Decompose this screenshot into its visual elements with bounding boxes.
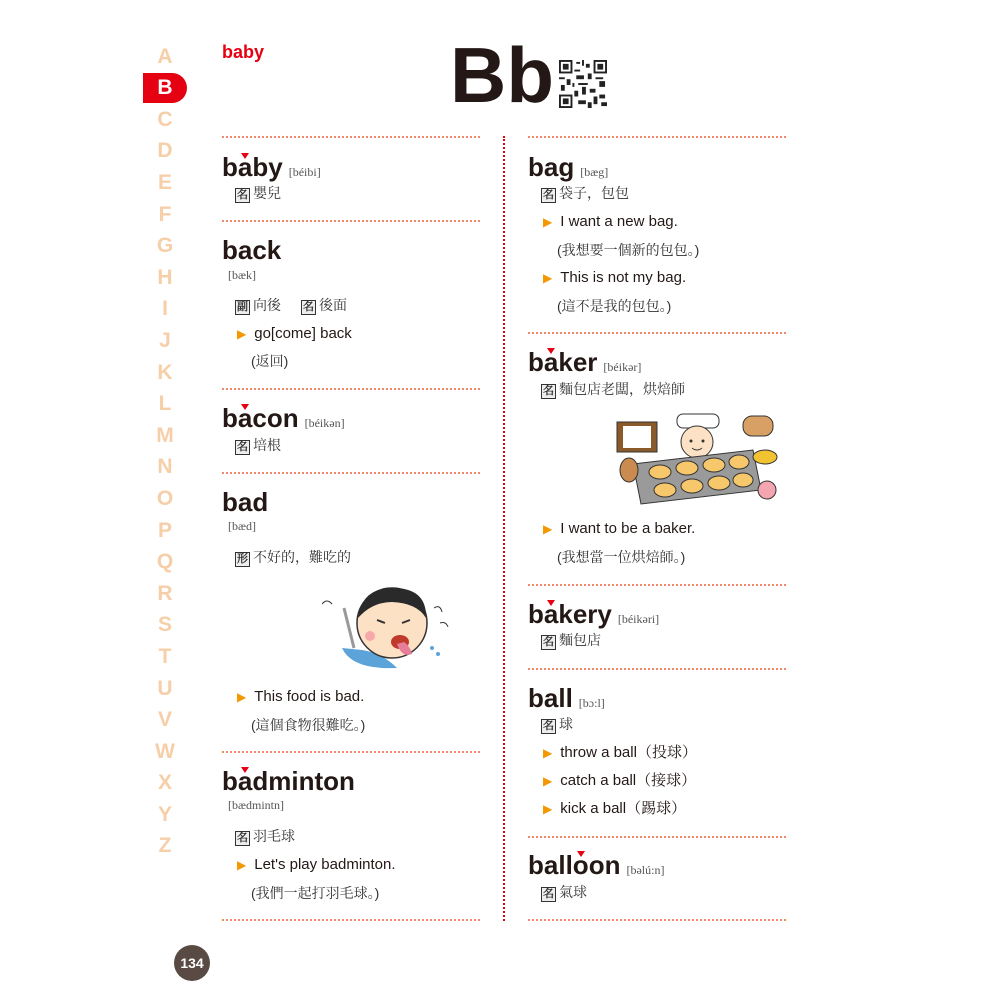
translation: (這不是我的包包。) [557, 298, 672, 314]
entry-separator [222, 919, 480, 921]
translation: (我想要一個新的包包。) [557, 242, 700, 258]
example-sentence: ▶ This is not my bag. [543, 269, 687, 286]
phonetic: [bæk] [228, 268, 256, 282]
headword-part: ker [558, 347, 598, 377]
headword: back [222, 235, 282, 265]
index-letter-o[interactable]: O [156, 487, 174, 510]
example-sentence: ▶ I want a new bag. [543, 213, 678, 230]
definition-text: 麵包店老闆，烘焙師 [559, 381, 685, 397]
entry-separator [528, 919, 786, 921]
phonetic: [bəlú:n] [626, 863, 665, 877]
headword-part: bag [528, 152, 575, 182]
index-letter-b-active[interactable]: B [143, 73, 187, 103]
triangle-bullet-icon: ▶ [237, 858, 247, 872]
definition [541, 715, 573, 734]
stressed-letter: a [237, 152, 253, 182]
entry-separator [222, 388, 480, 390]
headword [528, 850, 664, 885]
example-sentence: ▶ Let's play badminton. [237, 856, 396, 873]
index-letter-r[interactable]: R [157, 582, 173, 605]
headword-part: ball [528, 850, 573, 880]
phonetic: [bædmintn] [228, 798, 284, 812]
entry-separator [528, 836, 786, 838]
triangle-bullet-icon: ▶ [543, 774, 553, 788]
definition-text: 袋子，包包 [559, 185, 629, 201]
index-letter-m[interactable]: M [156, 424, 174, 447]
phonetic: [bæd] [228, 519, 256, 533]
part-of-speech-tag: 名 [543, 636, 554, 648]
headword-part: b [528, 599, 544, 629]
example-sentence: ▶ I want to be a baker. [543, 520, 696, 537]
part-of-speech-tag: 名 [237, 189, 248, 201]
qr-code-icon[interactable] [558, 60, 608, 108]
index-letter-k[interactable]: K [157, 361, 173, 384]
index-letter-i[interactable]: I [162, 297, 168, 320]
phonetic: [béikən] [304, 416, 345, 430]
stressed-letter: a [543, 347, 559, 377]
page-title: Bb [450, 31, 554, 119]
headword-part: b [528, 347, 544, 377]
translation: (我們一起打羽毛球。) [251, 885, 380, 901]
headword [528, 152, 608, 187]
entry-separator [222, 136, 480, 138]
triangle-bullet-icon: ▶ [543, 802, 553, 816]
index-letter-y[interactable]: Y [157, 803, 172, 826]
headword-part: on [588, 850, 621, 880]
page-number: 134 [174, 945, 210, 981]
triangle-bullet-icon: ▶ [543, 271, 553, 285]
entry-separator [222, 472, 480, 474]
part-of-speech-tag: 名 [543, 189, 554, 201]
headword-part: by [252, 152, 283, 182]
index-letter-q[interactable]: Q [156, 550, 174, 573]
part-of-speech-tag: 名 [237, 832, 248, 844]
part-of-speech-tag: 名 [543, 385, 554, 397]
entry-separator [528, 584, 786, 586]
index-letter-t[interactable]: T [158, 645, 172, 668]
phonetic: [béibi] [288, 165, 321, 179]
index-letter-e[interactable]: E [157, 171, 172, 194]
index-letter-n[interactable]: N [157, 455, 173, 478]
translation: (我想當一位烘焙師。) [557, 549, 686, 565]
triangle-bullet-icon: ▶ [237, 690, 247, 704]
definition [235, 184, 281, 203]
entry-separator [222, 220, 480, 222]
definition-text: 麵包店 [559, 632, 601, 648]
triangle-bullet-icon: ▶ [237, 327, 247, 341]
definition [235, 548, 351, 567]
example-phrase: ▶ throw a ball（投球） [543, 744, 697, 761]
triangle-bullet-icon: ▶ [543, 215, 553, 229]
stressed-letter: a [237, 766, 253, 796]
definition-text: 羽毛球 [253, 828, 295, 844]
index-letter-w[interactable]: W [155, 740, 175, 763]
index-letter-x[interactable]: X [157, 771, 172, 794]
part-of-speech-tag: 名 [543, 888, 554, 900]
index-letter-d[interactable]: D [157, 139, 173, 162]
index-letter-j[interactable]: J [159, 329, 171, 352]
entry-separator [222, 751, 480, 753]
example-phrase: ▶ kick a ball（踢球） [543, 800, 687, 817]
part-of-speech-tag: 副 [237, 301, 248, 313]
index-letter-z[interactable]: Z [158, 834, 172, 857]
definition-text: 不好的，難吃的 [253, 549, 351, 565]
definition [541, 184, 629, 203]
triangle-bullet-icon: ▶ [543, 522, 553, 536]
column-divider [503, 136, 505, 921]
headword [222, 403, 345, 438]
stressed-letter: a [237, 403, 253, 433]
index-letter-v[interactable]: V [157, 708, 172, 731]
stressed-letter: o [572, 850, 589, 880]
index-letter-g[interactable]: G [156, 234, 174, 257]
entry-separator [528, 136, 786, 138]
definition [235, 436, 281, 455]
headword-part: dminton [252, 766, 355, 796]
headword [528, 683, 605, 718]
definition [235, 296, 347, 315]
headword-part: con [252, 403, 299, 433]
headword [222, 152, 321, 187]
example-sentence: ▶ go[come] back [237, 325, 352, 342]
definition-text: 向後 [253, 297, 281, 313]
translation: (這個食物很難吃。) [251, 717, 366, 733]
definition-text: 氣球 [559, 884, 587, 900]
example-phrase: ▶ catch a ball（接球） [543, 772, 697, 789]
baker-illustration [615, 412, 780, 507]
part-of-speech-tag: 名 [303, 301, 314, 313]
definition [541, 631, 601, 650]
translation: (返回) [251, 353, 289, 369]
headword-part: ball [528, 683, 573, 713]
definition [541, 883, 587, 902]
triangle-bullet-icon: ▶ [543, 746, 553, 760]
example-sentence: ▶ This food is bad. [237, 688, 365, 705]
definition-text: 球 [559, 716, 573, 732]
headword [222, 766, 355, 796]
phonetic: [bɔ:l] [578, 696, 605, 710]
index-letter-f[interactable]: F [158, 203, 172, 226]
part-of-speech-tag: 形 [237, 553, 248, 565]
guide-word: baby [222, 42, 265, 62]
headword [528, 347, 641, 382]
index-letter-p[interactable]: P [157, 519, 172, 542]
headword-part: kery [558, 599, 612, 629]
index-letter-h[interactable]: H [157, 266, 173, 289]
definition [235, 827, 295, 846]
definition-text: 後面 [319, 297, 347, 313]
headword-part: b [222, 766, 238, 796]
entry-separator [528, 668, 786, 670]
headword-part: b [222, 403, 238, 433]
phonetic: [béikəri] [617, 612, 660, 626]
headword-part: b [222, 152, 238, 182]
part-of-speech-tag: 名 [543, 720, 554, 732]
index-letter-a[interactable]: A [157, 45, 173, 68]
entry-separator [528, 332, 786, 334]
phonetic: [bæg] [580, 165, 609, 179]
index-letter-c[interactable]: C [157, 108, 173, 131]
index-letter-l[interactable]: L [158, 392, 172, 415]
definition [541, 380, 685, 399]
stressed-letter: a [543, 599, 559, 629]
index-letter-u[interactable]: U [157, 677, 173, 700]
sick-boy-illustration [322, 578, 462, 670]
phonetic: [béikər] [603, 360, 642, 374]
headword: bad [222, 487, 269, 517]
headword [528, 599, 659, 634]
definition-text: 嬰兒 [253, 185, 281, 201]
index-letter-s[interactable]: S [157, 613, 172, 636]
definition-text: 培根 [253, 437, 281, 453]
part-of-speech-tag: 名 [237, 441, 248, 453]
